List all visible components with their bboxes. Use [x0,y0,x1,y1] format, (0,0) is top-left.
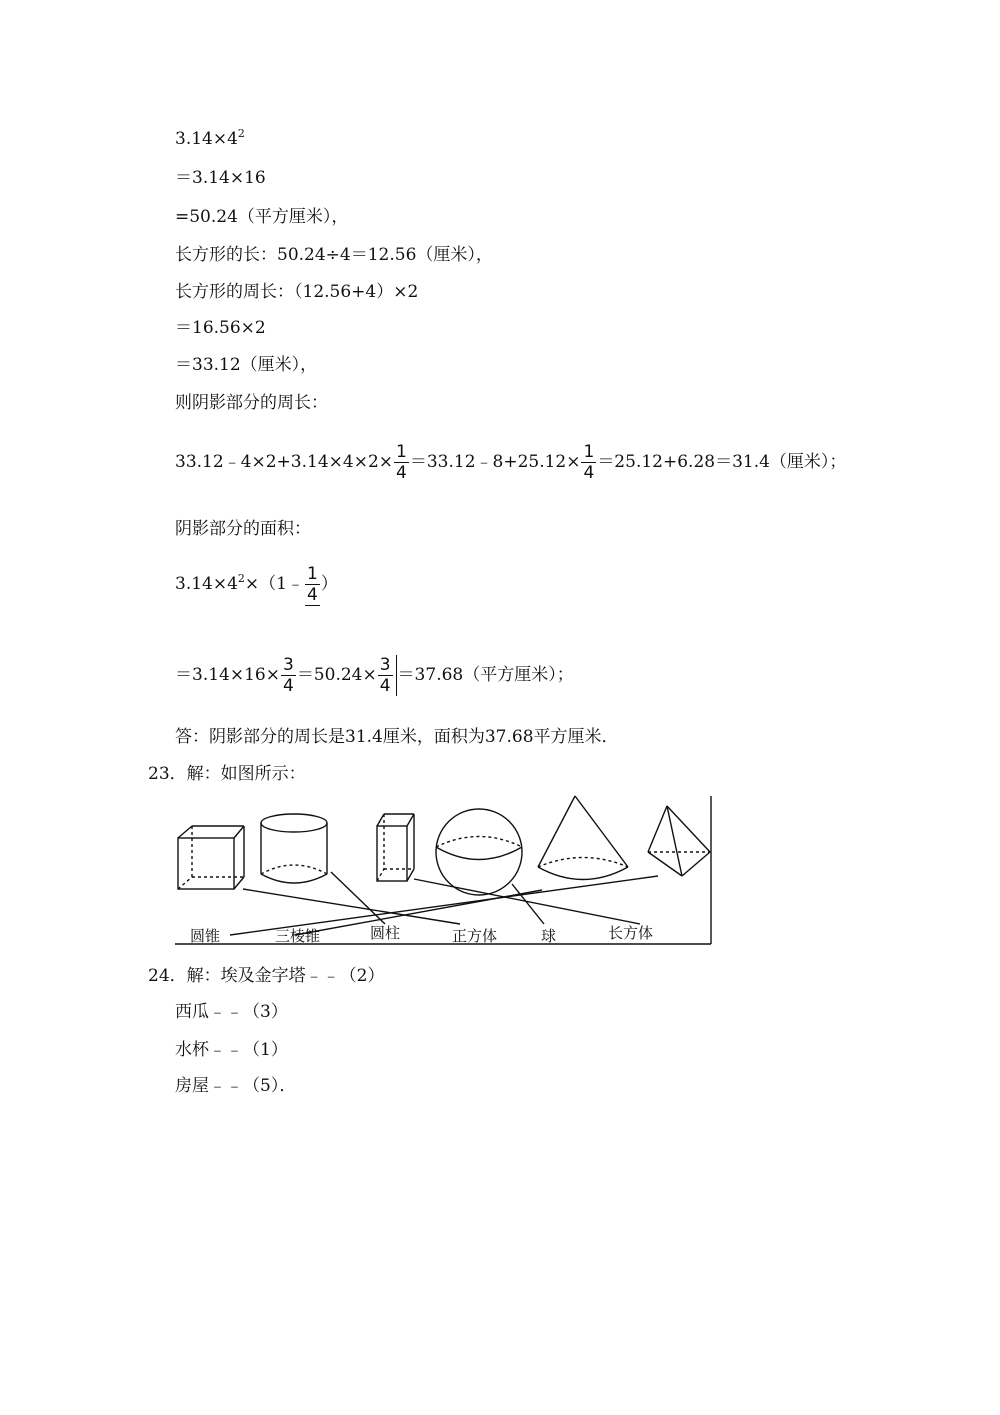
label-triangular-pyramid: 三棱锥 [275,927,321,945]
fraction: $\frac{1}{4}$ [306,563,318,605]
fraction: $\frac{3}{4}$ [282,655,294,696]
shapes-matching-figure [170,792,715,947]
triangular-pyramid-shape [648,806,710,876]
fraction: $\frac{1}{4}$ [396,442,407,483]
area-expression-2: ＝3.14×16× $\frac{3}{4}$ ＝50.24× $\frac{3}{4}$ ＝37.68（平方厘米）； [175,655,574,696]
step-7: 则阴影部分的周长： [175,393,328,413]
question-number: 24． [148,966,187,986]
area-expression-1: $3.14\times 4^2\times(1﹣$ $\frac{1}{4}$ ） [175,563,338,605]
step-5: ＝16.56×2 [175,318,266,338]
question-number: 23． [148,764,187,784]
step-6: ＝33.12（厘米）， [175,355,318,375]
cuboid-shape [377,814,414,881]
question-24: 24．解：埃及金字塔﹣﹣（2） [148,966,385,986]
step-3: 长方形的长：50.24÷4＝12.56（厘米）， [175,245,493,265]
label-cuboid: 长方体 [608,924,654,942]
step-1: ＝3.14×16 [175,168,266,188]
fraction: $\frac{3}{4}$ [378,655,397,696]
q24-item: 房屋﹣﹣（5）． [175,1076,297,1096]
cone-shape [538,796,628,880]
q24-item: 水杯﹣﹣（1） [175,1040,288,1060]
matching-lines [230,872,658,935]
cube-shape [178,826,244,889]
answer-text: 答：阴影部分的周长是31.4厘米，面积为37.68平方厘米． [175,727,619,747]
question-23: 23．解：如图所示： [148,764,306,784]
perimeter-expression: 33.12﹣4×2+3.14×4×2× $\frac{1}{4}$ ＝33.12﹣8+25.12× $\frac{1}{4}$ ＝25.12+6.28＝31.4（厘米）； [175,442,847,483]
cylinder-shape [261,814,327,883]
label-sphere: 球 [541,927,557,945]
step-2: =50.24（平方厘米）， [175,207,349,227]
area-title: 阴影部分的面积： [175,519,311,539]
sphere-shape [436,809,522,895]
step-4: 长方形的周长：（12.56+4）×2 [175,282,419,302]
figure-labels [190,924,653,945]
fraction: $\frac{1}{4}$ [583,442,595,483]
label-cube: 正方体 [452,927,498,945]
label-cone: 圆锥 [190,927,221,945]
label-cylinder: 圆柱 [370,924,401,942]
q24-item: 西瓜﹣﹣（3） [175,1002,288,1022]
step-0: $3.14\times 4^2$ [175,127,245,149]
